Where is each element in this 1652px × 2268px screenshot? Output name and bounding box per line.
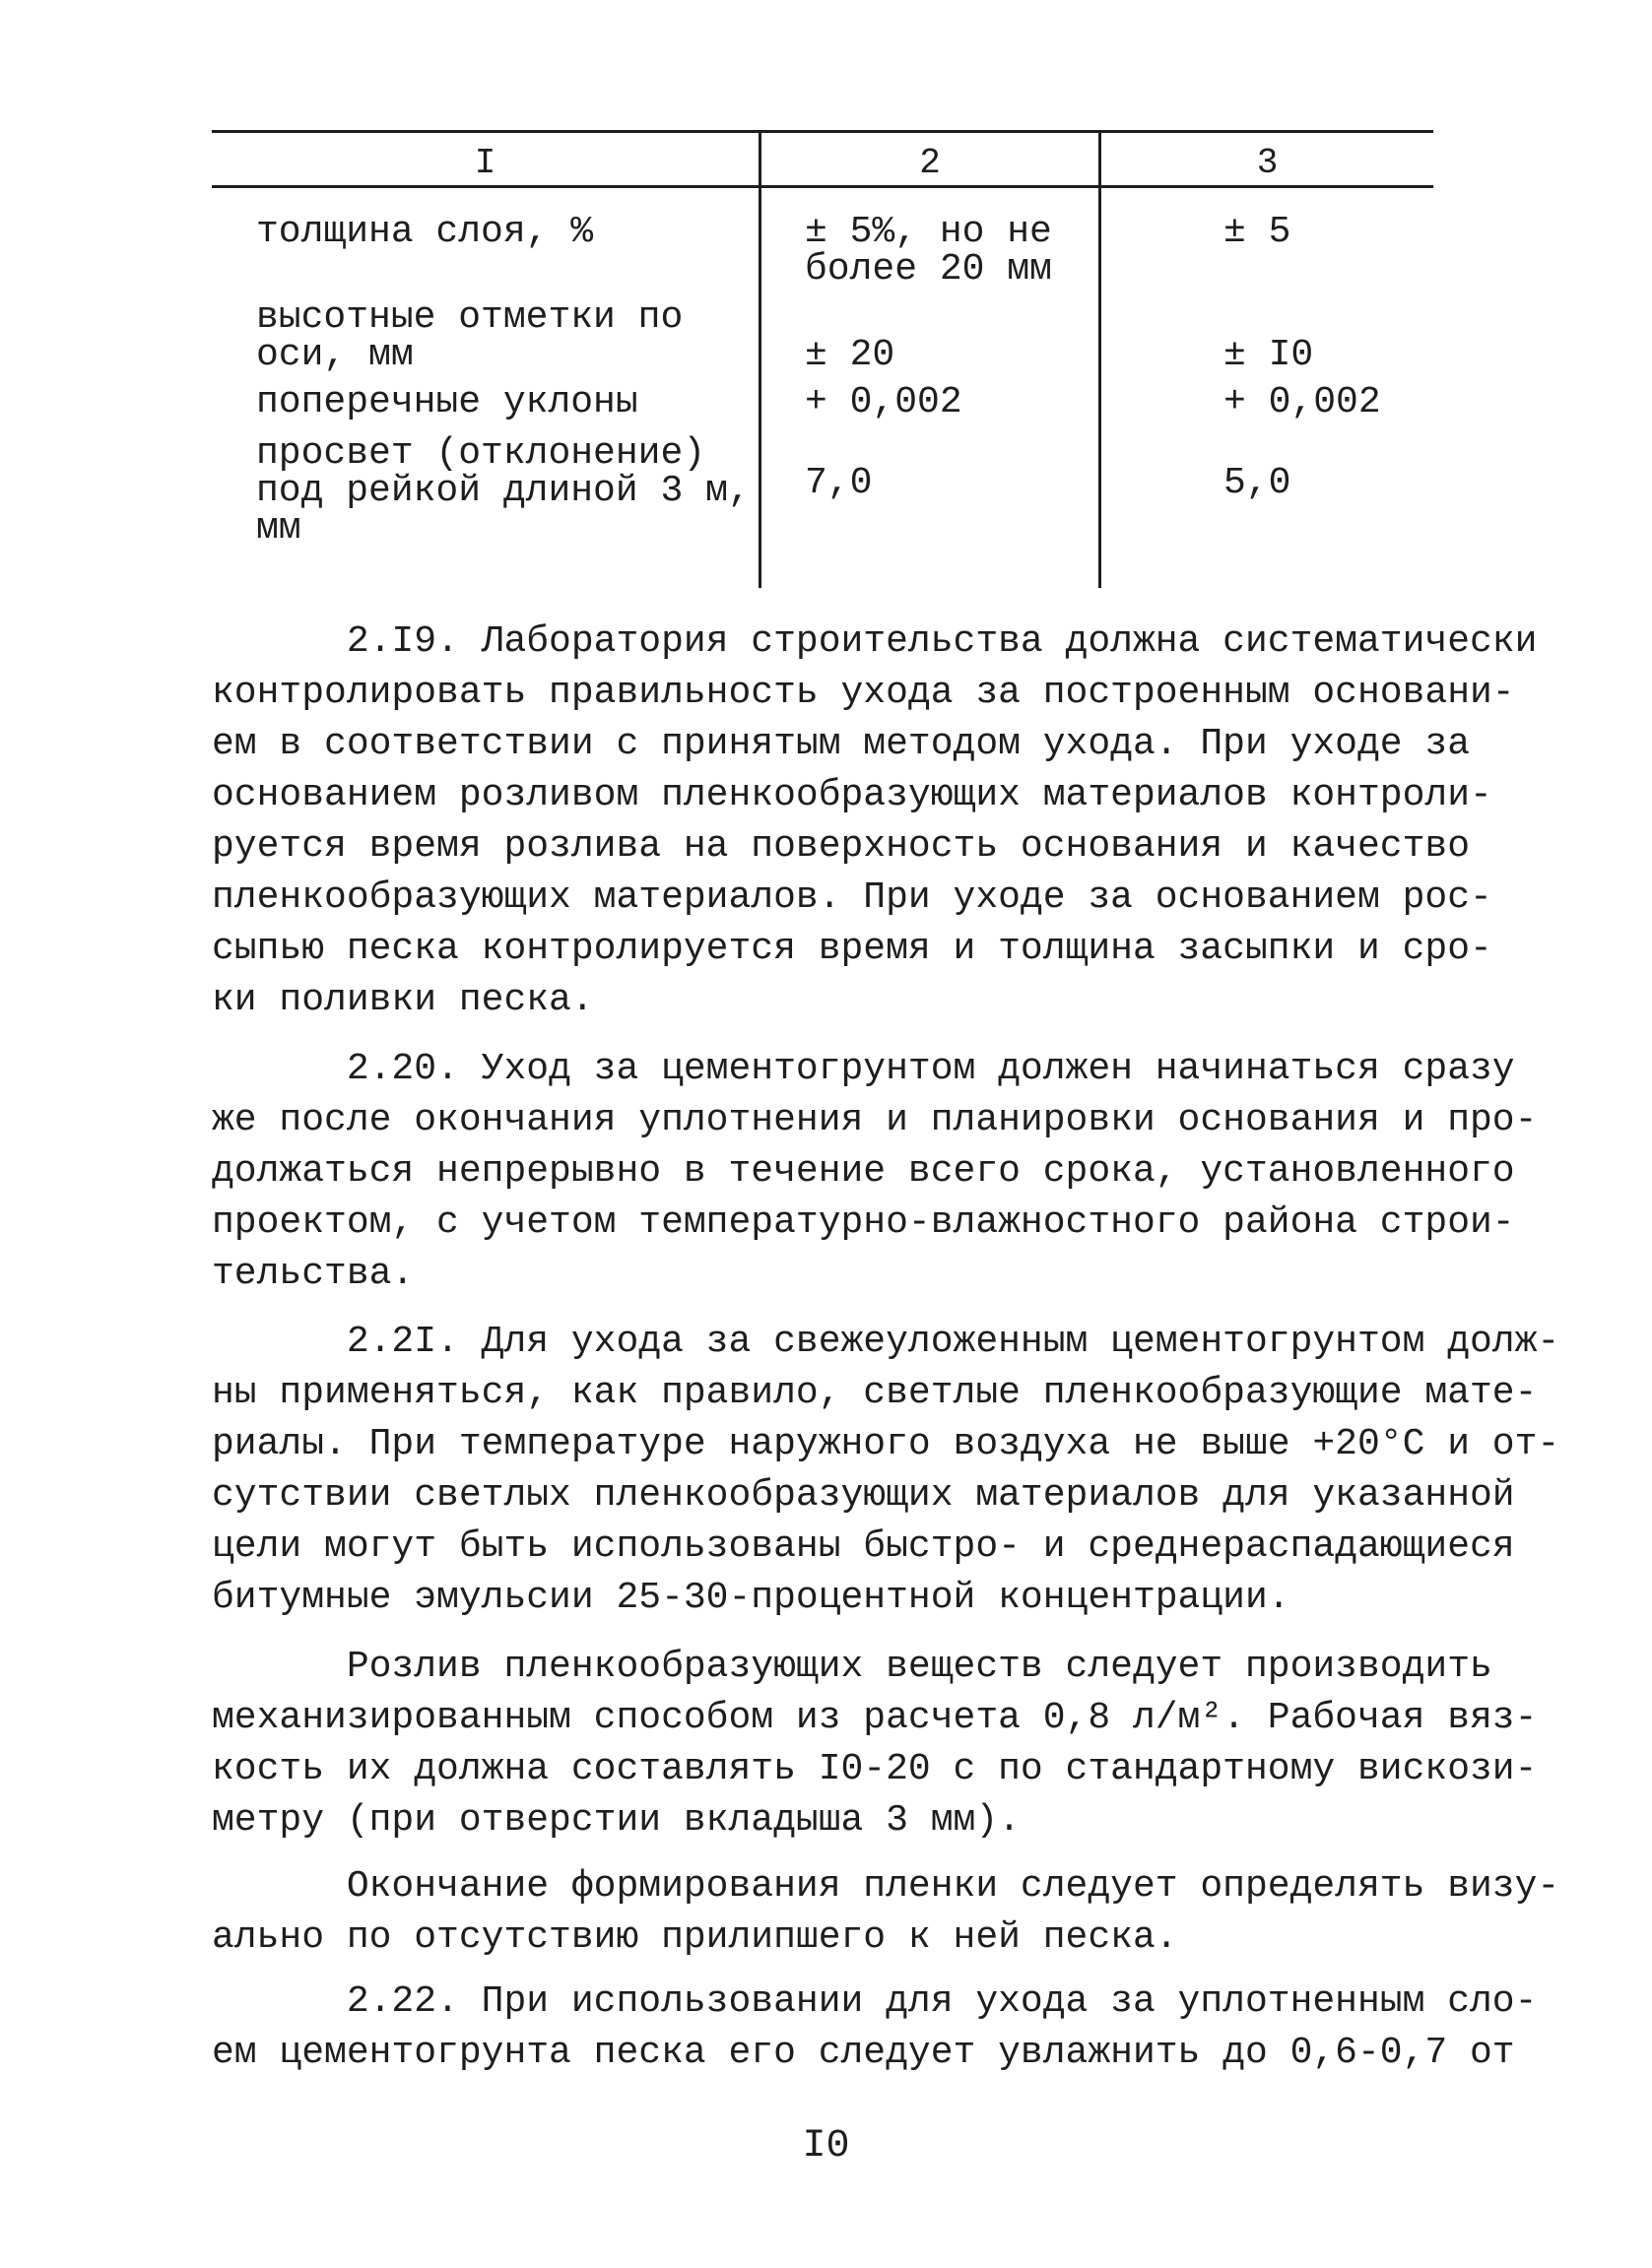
table-cell-param: просвет (отклонение) под рейкой длиной 3 м, мм	[256, 432, 751, 550]
paragraph-film-application: Розлив пленкообразующих веществ следует производить механизированным способом из расчета 0,8 л/м². Рабочая вяз- кость их должна составлять I0-20 с по стандартному вискози- метру (при отверстии вкладыша 3 мм).	[212, 1646, 1538, 1842]
table-header-rule	[212, 185, 1433, 188]
tolerance-table	[212, 130, 1433, 588]
paragraph-2-22: 2.22. При использовании для ухода за уплотненным сло- ем цементогрунта песка его следует увлажнить до 0,6-0,7 от	[212, 1980, 1538, 2074]
table-header-cell: 3	[1256, 143, 1279, 183]
table-cell-value: ± 5	[1223, 211, 1291, 253]
table-cell-param: высотные отметки по оси, мм	[256, 296, 684, 376]
table-cell-value: + 0,002	[805, 381, 962, 423]
table-cell-value: ± 20	[805, 334, 895, 376]
paragraph-2-19: 2.I9. Лаборатория строительства должна систематически контролировать правильность ухода за построенным основани- ем в соответствии с принятым методом ухода. При уходе за основанием розливом пленкообразующих материалов контроли- руется время розлива на поверхность основания и качество пленкообразующих материалов. При уходе за основанием рос- сыпью песка контролируется время и толщина засыпки и сро- ки поливки песка.	[212, 620, 1538, 1021]
table-header-cell: I	[474, 143, 496, 183]
table-top-rule	[212, 130, 1433, 133]
page-number: I0	[802, 2124, 850, 2169]
paragraph-2-21: 2.2I. Для ухода за свежеуложенным цементогрунтом долж- ны применяться, как правило, светлые пленкообразующие мате- риалы. При температуре наружного воздуха не выше +20°С и от- сутствии светлых пленкообразующих материалов для указанной цели могут быть использованы быстро- и среднераспадающиеся битумные эмульсии 25-30-процентной концентрации.	[212, 1321, 1560, 1619]
table-cell-value: + 0,002	[1223, 381, 1381, 423]
table-cell-value: 5,0	[1223, 462, 1291, 504]
table-column-divider	[1098, 130, 1101, 588]
paragraph-2-20: 2.20. Уход за цементогрунтом должен начинаться сразу же после окончания уплотнения и планировки основания и про- должаться непрерывно в течение всего срока, установленного проектом, с учетом температурно-влажностного района строи- тельства.	[212, 1048, 1538, 1295]
table-cell-value: 7,0	[805, 462, 873, 504]
table-cell-value: ± 5%, но не более 20 мм	[805, 211, 1052, 291]
table-cell-param: поперечные уклоны	[256, 381, 638, 423]
table-cell-value: ± I0	[1223, 334, 1314, 376]
table-header-cell: 2	[919, 143, 941, 183]
table-cell-param: толщина слоя, %	[256, 211, 594, 253]
paragraph-film-formation: Окончание формирования пленки следует определять визу- ально по отсутствию прилипшего к ней песка.	[212, 1865, 1560, 1959]
table-column-divider	[759, 130, 761, 588]
